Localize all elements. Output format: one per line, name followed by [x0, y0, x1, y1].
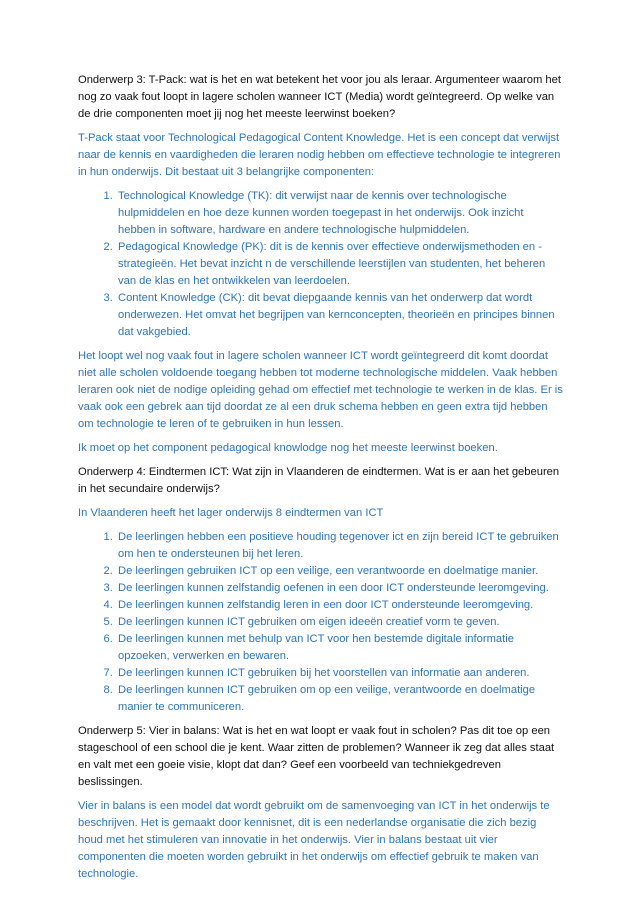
list-item: 2. De leerlingen gebruiken ICT op een veilige, een verantwoorde en doelmatige manier. [116, 563, 563, 580]
question-3: Onderwerp 3: T-Pack: wat is het en wat betekent het voor jou als leraar. Argumenteer waarom het nog zo vaak fout loopt in lagere scholen wanneer ICT (Media) wordt geïntegreerd. Op welke van de drie componenten moet jij nog het meeste leerwinst boeken? [78, 74, 561, 120]
list-item: 7. De leerlingen kunnen ICT gebruiken bij het voorstellen van informatie aan anderen. [116, 665, 563, 682]
list-item: 1. De leerlingen hebben een positieve houding tegenover ict en zijn bereid ICT te gebruiken om hen te ondersteunen bij het leren. [116, 529, 563, 563]
question-4: Onderwerp 4: Eindtermen ICT: Wat zijn in Vlaanderen de eindtermen. Wat is er aan het gebeuren in het secundaire onderwijs? [78, 466, 560, 495]
list-item: 8. De leerlingen kunnen ICT gebruiken om op een veilige, verantwoorde en doelmatige manier te communiceren. [116, 682, 563, 716]
list-item: 5. De leerlingen kunnen ICT gebruiken om eigen ideeën creatief vorm te geven. [116, 614, 563, 631]
answer-4-intro: In Vlaanderen heeft het lager onderwijs 8 eindtermen van ICT [78, 507, 384, 519]
list-item: 3. De leerlingen kunnen zelfstandig oefenen in een door ICT ondersteunde leeromgeving. [116, 580, 563, 597]
question-5: Onderwerp 5: Vier in balans: Wat is het en wat loopt er vaak fout in scholen? Pas dit toe op een stageschool of een school die je kent. Waar zitten de problemen? Wanneer ik zeg dat alles staat en valt met een goeie visie, klopt dat dan? Geef een voorbeeld van techniekgedreven beslissingen. [78, 725, 555, 788]
answer-3-intro: T-Pack staat voor Technological Pedagogical Content Knowledge. Het is een concept dat verwijst naar de kennis en vaardigheden die leraren nodig hebben om effectieve technologie te integreren in hun onderwijs. Dit bestaat uit 3 belangrijke componenten: [78, 132, 561, 178]
list-item: 6. De leerlingen kunnen met behulp van ICT voor hen bestemde digitale informatie opzoeken, verwerken en bewaren. [116, 631, 563, 665]
list-item: 1. Technological Knowledge (TK): dit verwijst naar de kennis over technologische hulpmiddelen en hoe deze kunnen worden toegepast in het onderwijs. Ook inzicht hebben in software, hardware en andere technologische hulpmiddelen. [116, 188, 563, 239]
answer-3-paragraph-3: Ik moet op het component pedagogical knowlodge nog het meeste leerwinst boeken. [78, 442, 498, 454]
eindtermen-list [78, 529, 563, 716]
list-item: 2. Pedagogical Knowledge (PK): dit is de kennis over effectieve onderwijsmethoden en -strategieën. Het bevat inzicht n de verschillende leerstijlen van studenten, het beheren van de klas en het ontwikkelen van leerdoelen. [116, 239, 563, 290]
tpack-components-list [78, 188, 563, 341]
document-page [78, 72, 563, 890]
answer-3-paragraph-2: Het loopt wel nog vaak fout in lagere scholen wanneer ICT wordt geïntegreerd dit komt doordat niet alle scholen voldoende toegang hebben tot moderne technologische middelen. Vaak hebben leraren ook niet de nodige opleiding gehad om effectief met technologie te werken in de klas. Er is vaak ook een gebrek aan tijd doordat ze al een druk schema hebben en geen extra tijd hebben om technologie te leren of te gebruiken in hun lessen. [78, 350, 563, 430]
list-item: 3. Content Knowledge (CK): dit bevat diepgaande kennis van het onderwerp dat wordt onderwezen. Het omvat het begrijpen van kernconcepten, theorieën en principes binnen dat vakgebied. [116, 290, 563, 341]
list-item: 4. De leerlingen kunnen zelfstandig leren in een door ICT ondersteunde leeromgeving. [116, 597, 563, 614]
answer-5-paragraph-1: Vier in balans is een model dat wordt gebruikt om de samenvoeging van ICT in het onderwijs te beschrijven. Het is gemaakt door kennisnet, dit is een nederlandse organisatie die zich bezig houd met het stimuleren van innovatie in het onderwijs. Vier in balans bestaat uit vier componenten die moeten worden gebruikt in het onderwijs om effectief gebruik te maken van technologie. [78, 800, 550, 880]
